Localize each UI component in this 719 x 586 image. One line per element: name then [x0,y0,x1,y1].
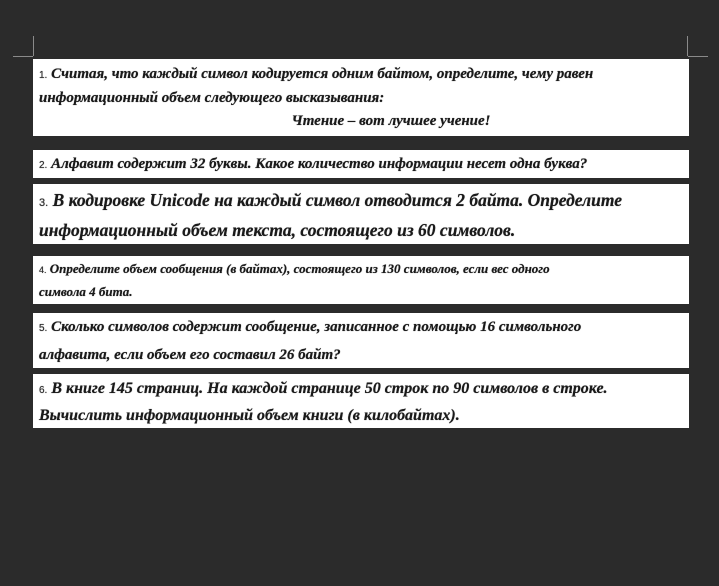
task-text-line: символа 4 бита. [39,284,133,299]
page-corner-mark [687,36,688,56]
task-number: 6. [39,385,48,396]
task-6 [33,374,689,428]
task-4 [33,256,689,304]
task-number: 3. [39,197,49,209]
task-text-line: Определите объем сообщения (в байтах), состоящего из 130 символов, если вес одного [49,261,550,276]
task-2 [33,150,689,178]
page-corner-mark [33,36,34,56]
page-corner-mark [13,56,33,57]
task-5 [33,313,689,368]
task-text-line: информационный объем следующего высказывания: [39,90,385,106]
task-text-line: Считая, что каждый символ кодируется одним байтом, определите, чему равен [51,66,594,82]
task-number: 2. [39,160,48,171]
task-text-line: информационный объем текста, состоящего из 60 символов. [39,220,516,240]
task-text-line: В книге 145 страниц. На каждой странице 50 строк по 90 символов в строке. [51,380,608,397]
task-text-line: В кодировке Unicode на каждый символ отводится 2 байта. Определите [52,190,622,210]
task-number: 1. [39,70,48,81]
task-3 [33,184,689,244]
task-1 [33,59,689,136]
task-text-line: Вычислить информационный объем книги (в килобайтах). [39,407,460,424]
task-text-line: алфавита, если объем его составил 26 байт? [39,347,341,363]
task-quote: Чтение – вот лучшее учение! [291,113,491,129]
task-text-line: Сколько символов содержит сообщение, записанное с помощью 16 символьного [51,319,582,335]
task-number: 5. [39,323,48,334]
page-corner-mark [688,56,708,57]
task-text: Алфавит содержит 32 буквы. Какое количество информации несет одна буква? [51,156,588,172]
task-number: 4. [39,265,47,275]
